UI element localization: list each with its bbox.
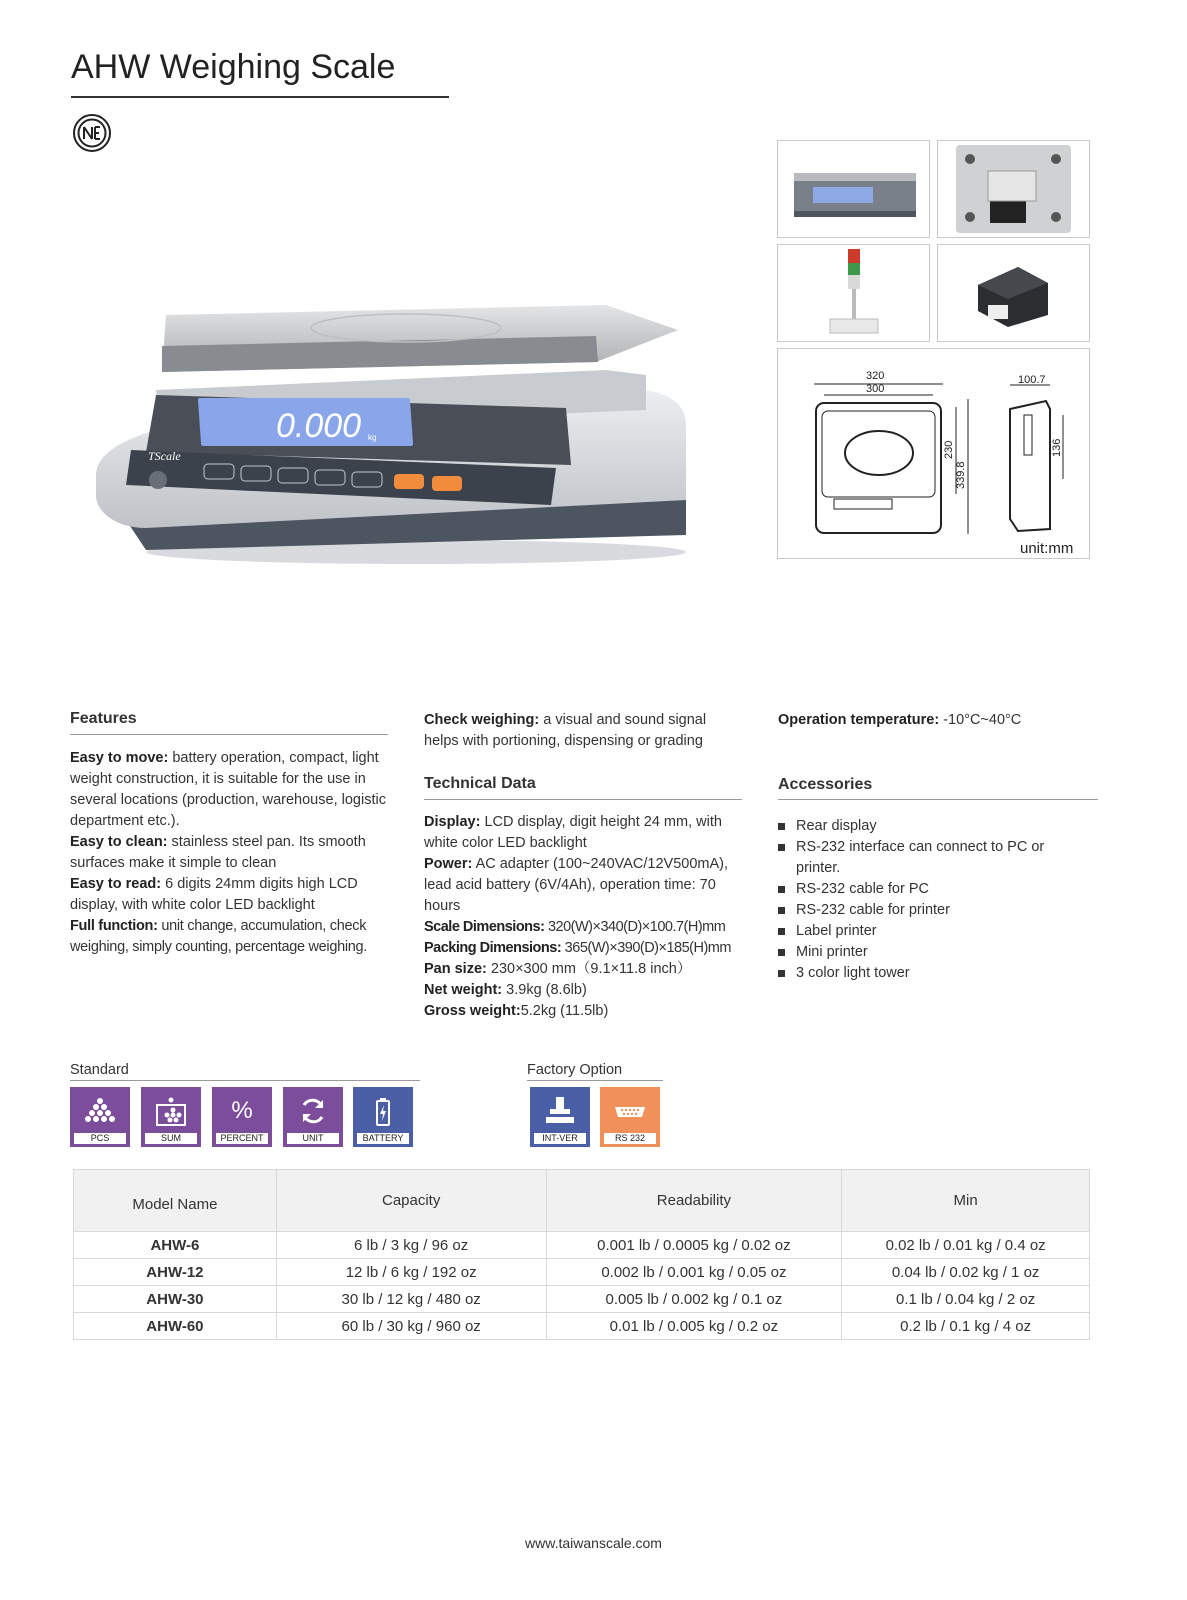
- badge-int-ver: [530, 1087, 590, 1147]
- tech-item: Pan size: 230×300 mm（9.1×11.8 inch）: [424, 961, 692, 977]
- tech-item: Gross weight:5.2kg (11.5lb): [424, 1003, 609, 1019]
- pyramid-icon: [84, 1095, 116, 1127]
- list-item: Mini printer: [778, 942, 1078, 963]
- title-underline: [71, 96, 449, 98]
- badge-rs232: [600, 1087, 660, 1147]
- dim-height-display: 136: [1051, 438, 1063, 457]
- features-rule: [70, 734, 388, 735]
- list-item: 3 color light tower: [778, 963, 1078, 984]
- badge-label: UNIT: [287, 1133, 339, 1144]
- page-title: AHW Weighing Scale: [71, 48, 396, 86]
- badge-label: INT-VER: [534, 1133, 586, 1144]
- badge-pcs: [70, 1087, 130, 1147]
- badge-label: RS 232: [604, 1133, 656, 1144]
- table-cell: 60 lb / 30 kg / 960 oz: [276, 1313, 546, 1340]
- factory-rule: [527, 1080, 663, 1081]
- tech-item: Power: AC adapter (100~240VAC/12V500mA), lead acid battery (6V/4Ah), operation time: 70 hours: [424, 856, 728, 914]
- table-cell: 12 lb / 6 kg / 192 oz: [276, 1259, 546, 1286]
- verification-icon: [544, 1095, 576, 1127]
- feature-item: Easy to read: 6 digits 24mm digits high LCD display, with white color LED backlight: [70, 876, 358, 913]
- features-heading: Features: [70, 710, 137, 727]
- tech-item: Scale Dimensions: 320(W)×340(D)×100.7(H)mm: [424, 919, 726, 935]
- table-row: [74, 1313, 1090, 1340]
- table-cell: AHW-60: [74, 1313, 277, 1340]
- dim-unit-note: unit:mm: [1020, 540, 1074, 557]
- tech-item: Net weight: 3.9kg (8.6lb): [424, 982, 587, 998]
- column-header: Readability: [546, 1170, 842, 1232]
- badge-battery: [353, 1087, 413, 1147]
- accessories-list: [778, 816, 1078, 984]
- dim-depth-total: 339.8: [955, 461, 967, 489]
- hero-display-value: 0.000: [276, 407, 362, 445]
- table-cell: 0.01 lb / 0.005 kg / 0.2 oz: [546, 1313, 842, 1340]
- badge-label: PCS: [74, 1133, 126, 1144]
- operation-temperature: Operation temperature: -10°C~40°C: [778, 712, 1022, 728]
- technical-heading: Technical Data: [424, 775, 536, 792]
- footer-url[interactable]: www.taiwanscale.com: [525, 1535, 662, 1551]
- table-header-row: [74, 1170, 1090, 1232]
- table-cell: 6 lb / 3 kg / 96 oz: [276, 1232, 546, 1259]
- table-cell: AHW-30: [74, 1286, 277, 1313]
- technical-rule: [424, 799, 742, 800]
- badge-label: SUM: [145, 1133, 197, 1144]
- table-cell: 0.2 lb / 0.1 kg / 4 oz: [842, 1313, 1090, 1340]
- badge-sum: [141, 1087, 201, 1147]
- dim-height-total: 100.7: [1018, 374, 1046, 386]
- certification-seal-icon: [73, 114, 111, 152]
- table-cell: 0.001 lb / 0.0005 kg / 0.02 oz: [546, 1232, 842, 1259]
- list-item: RS-232 interface can connect to PC or printer.: [778, 837, 1078, 879]
- table-cell: 0.005 lb / 0.002 kg / 0.1 oz: [546, 1286, 842, 1313]
- sum-icon: [155, 1095, 187, 1127]
- scale-product-image: [86, 300, 716, 580]
- accessories-heading: Accessories: [778, 776, 873, 793]
- badge-unit: [283, 1087, 343, 1147]
- dim-depth-pan: 230: [943, 440, 955, 459]
- badge-label: PERCENT: [216, 1133, 268, 1144]
- tech-item: Display: LCD display, digit height 24 mm, with white color LED backlight: [424, 814, 722, 851]
- dimension-diagram: [777, 348, 1090, 559]
- badge-percent: [212, 1087, 272, 1147]
- battery-icon: [367, 1095, 399, 1127]
- technical-list: [424, 812, 749, 1022]
- list-item: RS-232 cable for printer: [778, 900, 1078, 921]
- thumbnail-mini-printer: [937, 244, 1090, 342]
- hero-display-unit: kg: [368, 433, 377, 442]
- table-cell: 30 lb / 12 kg / 480 oz: [276, 1286, 546, 1313]
- dim-width-total: 320: [866, 370, 885, 382]
- list-item: Label printer: [778, 921, 1078, 942]
- table-cell: 0.002 lb / 0.001 kg / 0.05 oz: [546, 1259, 842, 1286]
- column-header: Capacity: [276, 1170, 546, 1232]
- thumbnail-scale-bottom: [937, 140, 1090, 238]
- list-item: Rear display: [778, 816, 1078, 837]
- accessories-rule: [778, 799, 1098, 800]
- table-cell: 0.02 lb / 0.01 kg / 0.4 oz: [842, 1232, 1090, 1259]
- features-list: [70, 748, 390, 958]
- standard-heading: Standard: [70, 1062, 129, 1078]
- table-cell: AHW-6: [74, 1232, 277, 1259]
- serial-port-icon: [614, 1095, 646, 1127]
- table-row: [74, 1232, 1090, 1259]
- list-item: RS-232 cable for PC: [778, 879, 1078, 900]
- table-row: [74, 1259, 1090, 1286]
- factory-heading: Factory Option: [527, 1062, 623, 1078]
- hero-brand: TScale: [148, 449, 181, 463]
- feature-item: Easy to clean: stainless steel pan. Its smooth surfaces make it simple to clean: [70, 834, 366, 871]
- percent-icon: %: [231, 1097, 253, 1124]
- dim-width-pan: 300: [866, 383, 885, 395]
- refresh-icon: [297, 1095, 329, 1127]
- table-row: [74, 1286, 1090, 1313]
- model-spec-table: [73, 1169, 1090, 1340]
- feature-item: Full function: unit change, accumulation, check weighing, simply counting, percentage weighing.: [70, 918, 368, 955]
- table-cell: 0.04 lb / 0.02 kg / 1 oz: [842, 1259, 1090, 1286]
- tech-item: Packing Dimensions: 365(W)×390(D)×185(H)mm: [424, 940, 731, 956]
- feature-item: Easy to move: battery operation, compact, light weight construction, it is suitable for the use in several locations (production, warehouse, logistic department etc.).: [70, 750, 386, 829]
- badge-label: BATTERY: [357, 1133, 409, 1144]
- table-cell: AHW-12: [74, 1259, 277, 1286]
- table-cell: 0.1 lb / 0.04 kg / 2 oz: [842, 1286, 1090, 1313]
- column-header: Model Name: [74, 1170, 277, 1232]
- check-weighing: Check weighing: a visual and sound signal helps with portioning, dispensing or grading: [424, 712, 707, 749]
- thumbnail-scale-front: [777, 140, 930, 238]
- column-header: Min: [842, 1170, 1090, 1232]
- standard-rule: [70, 1080, 420, 1081]
- thumbnail-light-tower: [777, 244, 930, 342]
